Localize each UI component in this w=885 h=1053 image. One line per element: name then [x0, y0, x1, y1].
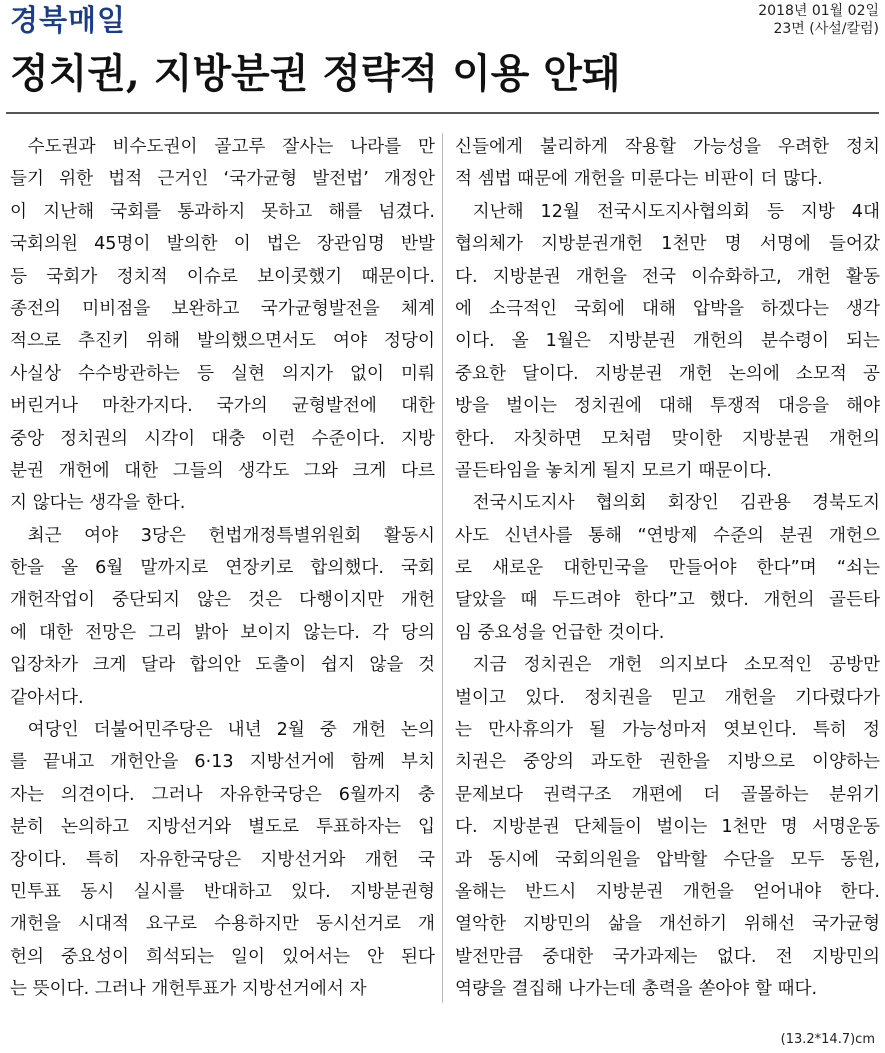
article-text-line: 치권은 중앙의 과도한 권한을 지방으로 이양하는	[455, 752, 880, 773]
article-text-line: 는 뜻이다. 그러나 개헌투표가 지방선거에서 자	[10, 979, 367, 1000]
article-text-line: 임 중요성을 언급한 것이다.	[455, 622, 665, 643]
article-text-line: 입장차가 크게 달라 합의안 도출이 쉽지 않을 것	[10, 655, 435, 676]
publication-meta	[758, 2, 879, 38]
article-text-line: 민투표 동시 실시를 반대하고 있다. 지방분권형	[10, 881, 435, 902]
page-section: 23면 (사설/칼럼)	[773, 21, 879, 37]
article-text-line: 분히 논의하고 지방선거와 별도로 투표하자는 입	[10, 817, 435, 838]
article-text-line: 올해는 반드시 지방분권 개헌을 얻어내야 한다.	[455, 881, 880, 902]
clipping-size-note: (13.2*14.7)cm	[780, 1032, 875, 1047]
article-text-line: 종전의 미비점을 보완하고 국가균형발전을 체계	[10, 298, 435, 319]
article-text-line: 문제보다 권력구조 개편에 더 골몰하는 분위기	[455, 784, 880, 805]
article-text-line: 등 국회가 정치적 이슈로 보이콧했기 때문이다.	[10, 266, 435, 287]
article-text-line: 달았을 때 두드려야 한다”고 했다. 개헌의 골든타	[455, 590, 880, 611]
article-text-line: 헌의 중요성이 희석되는 일이 있어서는 안 된다	[10, 946, 435, 967]
article-text-line: 국회의원 45명이 발의한 이 법은 장관임명 반발	[10, 234, 435, 255]
article-text-line: 열악한 지방민의 삶을 개선하기 위해선 국가균형	[455, 914, 880, 935]
article-text-line: 에 소극적인 국회에 대해 압박을 하겠다는 생각	[455, 298, 880, 319]
article-text-line: 지금 정치권은 개헌 의지보다 소모적인 공방만	[472, 655, 880, 676]
article-text-line: 같아서다.	[10, 687, 84, 708]
article-text-line: 이 지난해 국회를 통과하지 못하고 해를 넘겼다.	[10, 201, 435, 222]
article-text-line: 수도권과 비수도권이 골고루 잘사는 나라를 만	[27, 137, 435, 157]
article-text-line: 는 만사휴의가 될 가능성마저 엿보인다. 특히 정	[455, 720, 880, 741]
article-text-line: 중요한 달이다. 지방분권 개헌 논의에 소모적 공	[455, 363, 880, 384]
article-text-line: 지 않다는 생각을 한다.	[10, 493, 186, 514]
article-body	[10, 131, 880, 1011]
article-text-line: 전국시도지사 협의회 회장인 김관용 경북도지	[472, 493, 880, 514]
headline-divider	[6, 112, 879, 114]
article-text-line: 다. 지방분권 개헌을 전국 이슈화하고, 개헌 활동	[455, 266, 880, 287]
article-text-line: 개헌작업이 중단되지 않은 것은 다행이지만 개헌	[10, 590, 435, 611]
article-text-line: 사실상 수수방관하는 등 실현 의지가 없이 미뤄	[10, 363, 435, 384]
article-text-line: 골든타임을 놓치게 될지 모르기 때문이다.	[455, 460, 772, 481]
article-text-line: 적 셈법 때문에 개헌을 미룬다는 비판이 더 많다.	[455, 169, 823, 190]
article-text-line: 한을 올 6월 말까지로 연장키로 합의했다. 국회	[10, 558, 435, 579]
article-headline: 정치권, 지방분권 정략적 이용 안돼	[10, 50, 621, 97]
article-text-line: 발전만큼 중대한 국가과제는 없다. 전 지방민의	[455, 946, 880, 967]
article-text-line: 신들에게 불리하게 작용할 가능성을 우려한 정치	[455, 137, 880, 157]
newspaper-masthead: 경북매일	[10, 3, 127, 37]
article-text-line: 방을 벌이는 정치권에 대해 투쟁적 대응을 해야	[455, 396, 880, 417]
article-column-left	[10, 131, 435, 1006]
column-divider	[442, 133, 443, 1003]
article-text-line: 들기 위한 법적 근거인 ‘국가균형 발전법’ 개정안	[10, 169, 435, 190]
article-text-line: 로 새로운 대한민국을 만들어야 한다”며 “쇠는	[455, 558, 880, 579]
article-text-line: 적으로 추진키 위해 발의했으면서도 여야 정당이	[10, 331, 435, 352]
article-text-line: 과 동시에 국회의원을 압박할 수단을 모두 동원,	[455, 849, 880, 870]
article-text-line: 한다. 자칫하면 모처럼 맞이한 지방분권 개헌의	[455, 428, 880, 449]
article-text-line: 중앙 정치권의 시각이 대충 이런 수준이다. 지방	[10, 428, 435, 449]
article-text-line: 역량을 결집해 나가는데 총력을 쏟아야 할 때다.	[455, 979, 818, 1000]
article-column-right	[455, 131, 880, 1006]
article-text-line: 자는 의견이다. 그러나 자유한국당은 6월까지 충	[10, 784, 435, 805]
article-text-line: 다. 지방분권 단체들이 벌이는 1천만 명 서명운동	[455, 817, 880, 838]
article-text-line: 에 대한 전망은 그리 밝아 보이지 않는다. 각 당의	[10, 622, 435, 643]
article-text-line: 분권 개헌에 대한 그들의 생각도 그와 크게 다르	[10, 460, 435, 481]
article-text-line: 장이다. 특히 자유한국당은 지방선거와 개헌 국	[10, 849, 435, 870]
article-text-line: 최근 여야 3당은 헌법개정특별위원회 활동시	[27, 525, 435, 546]
article-text-line: 협의체가 지방분권개헌 1천만 명 서명에 들어갔	[455, 234, 880, 255]
article-text-line: 를 끝내고 개헌안을 6·13 지방선거에 함께 부치	[10, 752, 435, 773]
article-text-line: 개헌을 시대적 요구로 수용하지만 동시선거로 개	[10, 914, 435, 935]
article-text-line: 이다. 올 1월은 지방분권 개헌의 분수령이 되는	[455, 331, 880, 352]
article-text-line: 버린거나 마찬가지다. 국가의 균형발전에 대한	[10, 396, 435, 417]
article-text-line: 지난해 12월 전국시도지사협의회 등 지방 4대	[472, 201, 880, 222]
publication-date: 2018년 01월 02일	[758, 3, 879, 19]
article-text-line: 여당인 더불어민주당은 내년 2월 중 개헌 논의	[27, 720, 435, 741]
article-text-line: 사도 신년사를 통해 “연방제 수준의 분권 개헌으	[455, 525, 880, 546]
article-text-line: 벌이고 있다. 정치권을 믿고 개헌을 기다렸다가	[455, 687, 880, 708]
